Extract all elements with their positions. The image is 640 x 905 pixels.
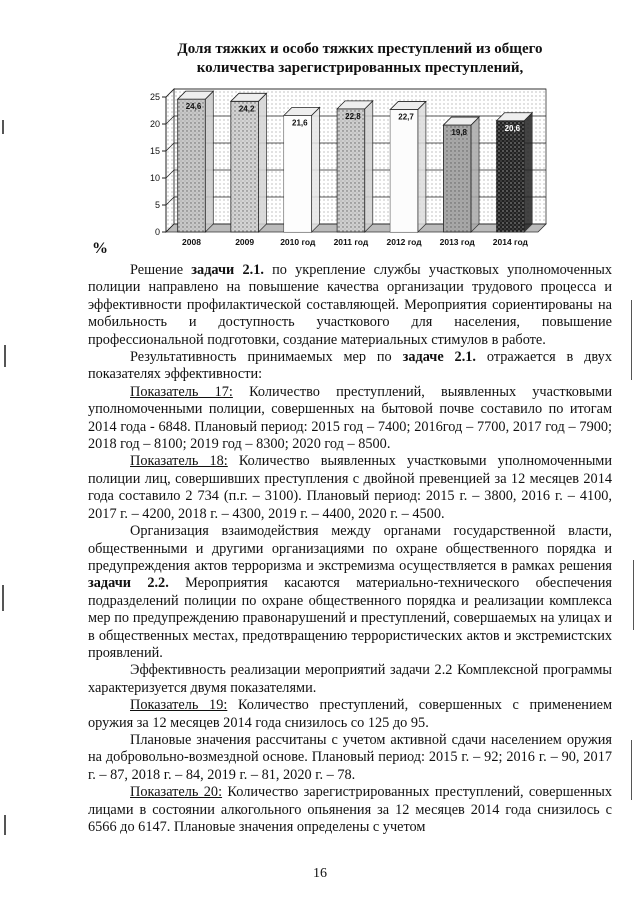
bar-side <box>205 91 213 232</box>
bar-7 <box>497 113 533 232</box>
bar-side <box>418 101 426 232</box>
bar-3 <box>284 107 320 232</box>
bar-value-label: 24,6 <box>185 102 202 112</box>
bar-chart <box>130 82 550 247</box>
chart-side-wall <box>166 89 174 232</box>
bar-side <box>471 117 479 232</box>
bar-value-label: 22,8 <box>345 111 361 121</box>
y-tick-label: 5 <box>154 200 160 210</box>
bar-texture <box>337 109 365 232</box>
text-run: Количество преступлений, выявленных участковыми уполномоченными полиции, совершенных на бытовой почве составило по итогам 2014 года - 6848. Плановый период: 2015 год – 7400; 2016год – 7700, 2017 год – 7900; 2018 год – 8100; 2019 год – 8300; 2020 год – 8500. <box>88 383 612 453</box>
x-tick-label: 2009 <box>235 237 255 247</box>
page-number: 16 <box>313 866 327 881</box>
x-tick-label: 2008 <box>182 237 201 247</box>
indicator-label: Показатель 17: <box>130 383 233 400</box>
bar-value-label: 20,6 <box>504 123 521 133</box>
bar-5 <box>390 101 426 232</box>
paragraph-indicator-20 <box>88 784 612 836</box>
left-margin-scan-marks <box>0 0 10 905</box>
indicator-label: Показатель 19: <box>130 697 228 714</box>
bar-1 <box>178 91 214 232</box>
bar-value-label: 19,8 <box>451 128 468 138</box>
text-run: по укрепление службы участковых уполномоченных полиции направлено на повышение качества организации трудового процесса и эффективности профилактической составляющей. Мероприятия сориентированы на мобильность и доступность участкового для населения, повышение профессиональной подготовки, создание материальных стимулов в работе. <box>88 262 612 348</box>
bar-texture <box>284 115 312 232</box>
chart-title-line-2: количества зарегистрированных преступлений, <box>196 60 524 76</box>
paragraph-indicator-18 <box>88 453 612 523</box>
paragraph-task-2-2 <box>88 523 612 662</box>
text-run: Организация взаимодействия между органами государственной власти, общественными и другими организациями по охране общественного порядка и предупреждения актов терроризма и экстремизма осуществляется в рамках решения <box>88 523 612 574</box>
bar-4 <box>337 101 373 232</box>
indicator-label: Показатель 18: <box>130 453 228 470</box>
text-run: Решение <box>130 262 192 278</box>
bar-side <box>524 113 532 232</box>
x-tick-label: 2012 год <box>386 237 422 247</box>
indicator-label: Показатель 20: <box>130 784 223 801</box>
bar-side <box>312 107 320 232</box>
bar-side <box>365 101 373 232</box>
bar-2 <box>231 93 267 232</box>
bar-side <box>258 93 266 232</box>
x-tick-label: 2011 год <box>333 237 369 247</box>
text-run: Количество выявленных участковыми уполномоченными полиции лиц, совершивших преступления с двойной превенцией за 12 месяцев 2014 года составило 2 734 (п.г. – 3100). Плановый период: 2015 г. – 3800, 2016 г. – 4100, 2017 г. – 4200, 2018 г. – 4300, 2019 г. – 4400, 2020 г. – 4500. <box>88 453 613 522</box>
bar-texture <box>390 109 418 232</box>
text-run: отражается в двух показателях эффективности: <box>88 349 612 383</box>
text-run: Мероприятия касаются материально-технического обеспечения подразделений полиции по охране общественного порядка и реализации комплекса мер по предупреждению правонарушений и преступлений, совершаемых на улицах и в общественных местах, предотвращению террористических актов и экстремистских проявлений. <box>88 575 612 661</box>
x-tick-label: 2014 год <box>492 237 528 247</box>
right-margin-scan-marks <box>628 0 638 905</box>
text-run: Количество зарегистрированных преступлений, совершенных лицами в состоянии алкогольного опьянения за 12 месяцев 2014 года снизилось с 6566 до 6147. Плановые значения определены с учетом <box>88 784 613 835</box>
paragraph-task-2-1 <box>88 262 612 349</box>
document-body <box>88 262 612 836</box>
chart-title-line-1: Доля тяжких и особо тяжких преступлений из общего <box>177 41 543 57</box>
bar-value-label: 24,2 <box>238 104 255 114</box>
bar-texture <box>178 99 206 232</box>
bar-texture <box>231 101 259 232</box>
task-reference: задаче 2.1. <box>402 349 476 366</box>
y-tick-label: 25 <box>149 92 160 102</box>
y-tick-label: 15 <box>149 146 160 156</box>
task-reference: задачи 2.2. <box>88 575 169 592</box>
x-tick-label: 2013 год <box>439 237 475 247</box>
y-tick-label: 0 <box>154 227 160 237</box>
task-reference: задачи 2.1. <box>191 262 264 278</box>
bar-value-label: 22,7 <box>398 112 414 122</box>
percent-sign: % <box>92 240 108 257</box>
bar-6 <box>443 117 479 232</box>
bar-texture <box>443 125 471 232</box>
text-run: Результативность принимаемых мер по <box>130 349 403 366</box>
y-tick-label: 20 <box>149 119 160 129</box>
paragraph-efficiency: Эффективность реализации мероприятий задачи 2.2 Комплексной программы характеризуется двумя показателями. <box>88 662 612 696</box>
paragraph-planned-values: Плановые значения рассчитаны с учетом активной сдачи населением оружия на добровольно-возмездной основе. Плановый период: 2015 г. – 92; 2016 г. – 90, 2017 г. – 87, 2018 г. – 84, 2019 г. – 81, 2020 г. – 78. <box>88 731 612 783</box>
bar-texture <box>497 121 525 232</box>
bar-value-label: 21,6 <box>292 118 308 128</box>
chart-title <box>150 40 570 78</box>
paragraph-indicator-17 <box>88 384 612 454</box>
y-tick-label: 10 <box>149 173 160 183</box>
paragraph-results <box>88 349 612 384</box>
text-run: Количество преступлений, совершенных с применением оружия за 12 месяцев 2014 года снизилось со 125 до 95. <box>88 697 613 731</box>
x-tick-label: 2010 год <box>280 237 316 247</box>
paragraph-indicator-19 <box>88 697 612 732</box>
